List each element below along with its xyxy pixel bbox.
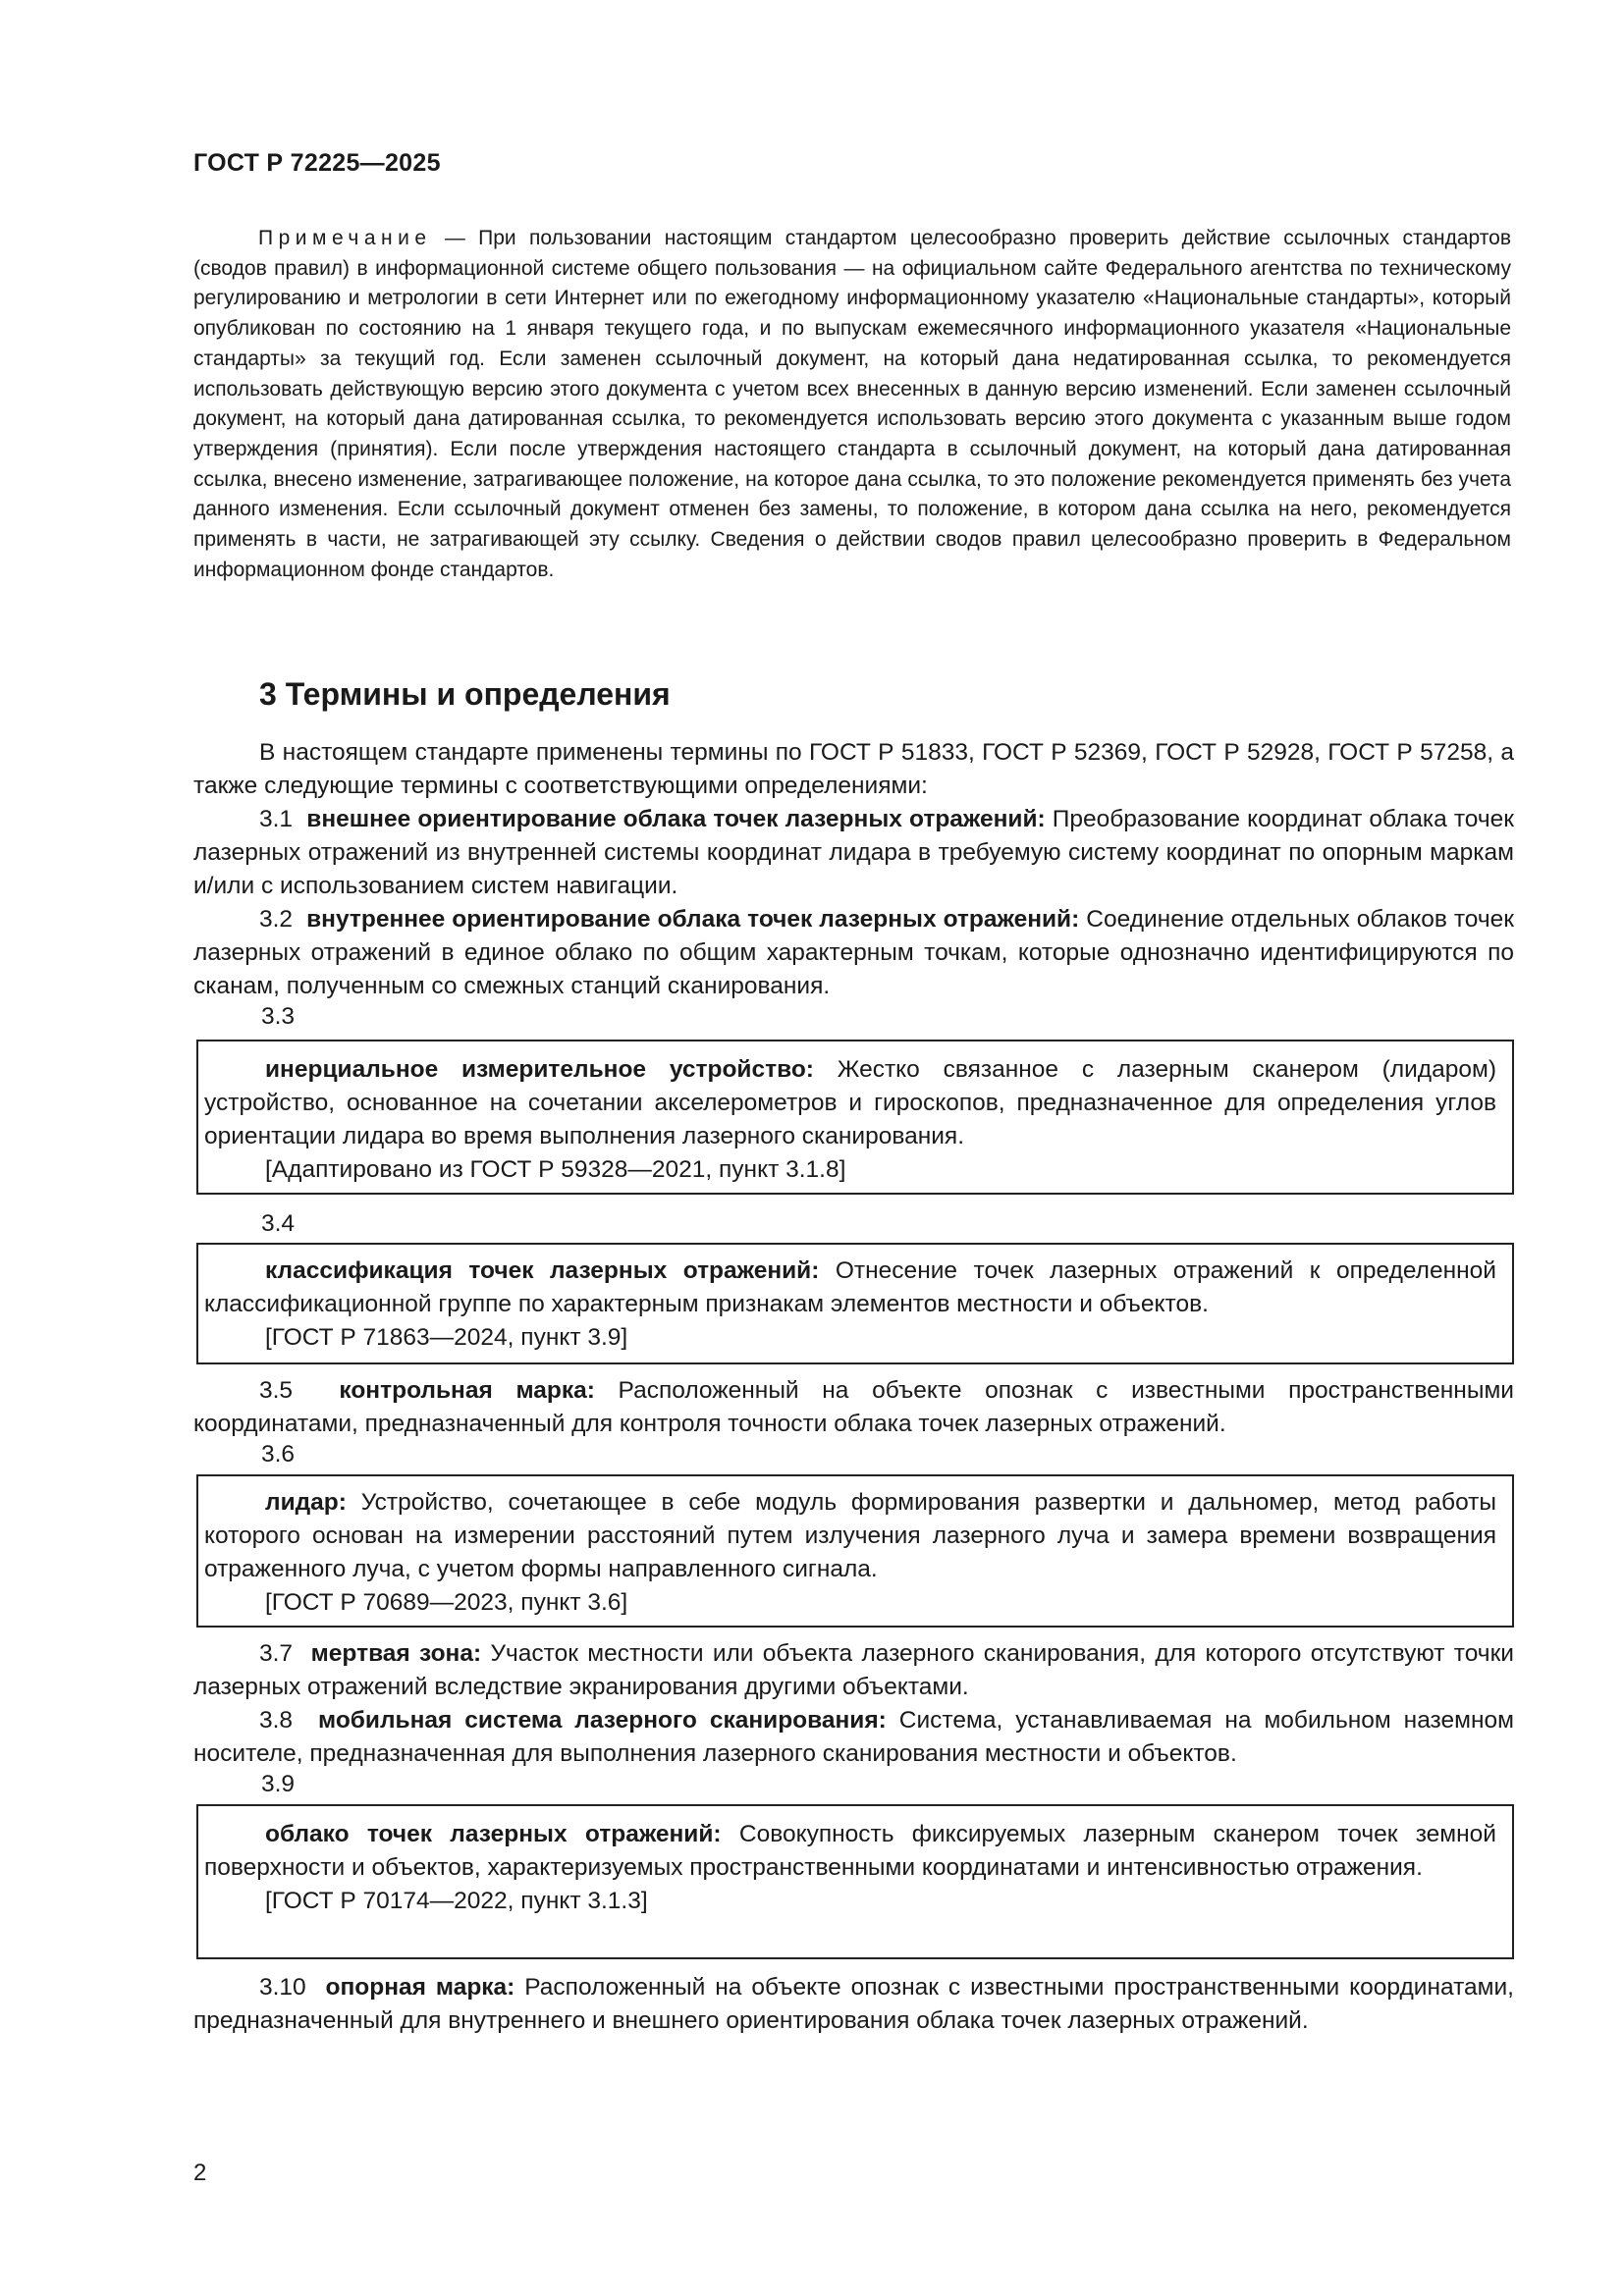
section-title: 3 Термины и определения bbox=[259, 676, 671, 712]
term-definition: Жестко связанное с лазерным сканером (лидаром) устройство, основанное на сочетании акселерометров и гироскопов, предназначенное для определения углов ориентации лидара во время выполнения лазерного сканирования. bbox=[204, 1056, 1496, 1149]
term-box-3-9 bbox=[196, 1804, 1514, 1959]
term-box-3-6 bbox=[196, 1474, 1514, 1628]
term-definition: Система, устанавливаемая на мобильном наземном носителе, предназначенная для выполнения лазерного сканирования местности и объектов. bbox=[193, 1707, 1514, 1767]
term-name: инерциальное измерительное устройство: bbox=[265, 1056, 814, 1083]
term-definition: Участок местности или объекта лазерного сканирования, для которого отсутствуют точки лазерных отражений вследствие экранирования другими объектами. bbox=[193, 1640, 1514, 1700]
term-source-ref: [Адаптировано из ГОСТ Р 59328—2021, пункт 3.1.8] bbox=[265, 1156, 846, 1183]
term-3-2 bbox=[193, 903, 1514, 1003]
term-3-1 bbox=[193, 803, 1514, 903]
reference-note bbox=[193, 224, 1511, 585]
term-name: внутреннее ориентирование облака точек лазерных отражений: bbox=[306, 906, 1080, 933]
term-3-10 bbox=[193, 1971, 1514, 2038]
term-3-3 bbox=[204, 1053, 1496, 1153]
term-number-3-3: 3.3 bbox=[261, 1003, 296, 1030]
term-name: мобильная система лазерного сканирования: bbox=[318, 1707, 887, 1734]
term-3-6 bbox=[204, 1486, 1496, 1586]
term-number-3-6: 3.6 bbox=[261, 1441, 296, 1468]
document-header: ГОСТ Р 72225—2025 bbox=[193, 149, 441, 177]
term-name: внешнее ориентирование облака точек лазерных отражений: bbox=[306, 806, 1046, 832]
term-name: контрольная марка: bbox=[339, 1377, 595, 1404]
term-number: 3.2 bbox=[259, 906, 294, 933]
term-box-3-3 bbox=[196, 1040, 1514, 1195]
term-3-7 bbox=[193, 1637, 1514, 1704]
term-3-5 bbox=[193, 1374, 1514, 1441]
term-definition: Расположенный на объекте опознак с известными пространственными координатами, предназначенный для внутреннего и внешнего ориентирования облака точек лазерных отражений. bbox=[193, 1974, 1514, 2034]
term-3-8 bbox=[193, 1704, 1514, 1771]
term-definition: Отнесение точек лазерных отражений к определенной классификационной группе по характерным признакам элементов местности и объектов. bbox=[204, 1257, 1496, 1317]
term-source-ref: [ГОСТ Р 71863—2024, пункт 3.9] bbox=[265, 1324, 628, 1351]
term-number: 3.5 bbox=[259, 1377, 294, 1404]
term-definition: Преобразование координат облака точек лазерных отражений из внутренней системы координат лидара в требуемую систему координат по опорным маркам и/или с использованием систем навигации. bbox=[193, 806, 1514, 899]
term-definition: Соединение отдельных облаков точек лазерных отражений в единое облако по общим характерным точкам, которые однозначно идентифицируются по сканам, полученным со смежных станций сканирования. bbox=[193, 906, 1514, 999]
term-number-3-9: 3.9 bbox=[261, 1771, 296, 1797]
term-name: облако точек лазерных отражений: bbox=[265, 1821, 722, 1847]
term-source-ref: [ГОСТ Р 70689—2023, пункт 3.6] bbox=[265, 1589, 628, 1616]
term-number-3-4: 3.4 bbox=[261, 1210, 296, 1237]
note-text: — При пользовании настоящим стандартом целесообразно проверить действие ссылочных стандартов (сводов правил) в информационной системе общего пользования — на официальном сайте Федерального агентства по техническому регулированию и метрологии в сети Интернет или по ежегодному информационному указателю «Национальные стандарты», который опубликован по состоянию на 1 января текущего года, и по выпускам ежемесячного информационного указателя «Национальные стандарты» за текущий год. Если заменен ссылочный документ, на который дана недатированная ссылка, то рекомендуется использовать действующую версию этого документа с учетом всех внесенных в данную версию изменений. Если заменен ссылочный документ, на который дана датированная ссылка, то рекомендуется использовать версию этого документа с указанным выше годом утверждения (принятия). Если после утверждения настоящего стандарта в ссылочный документ, на который дана датированная ссылка, внесено изменение, затрагивающее положение, на которое дана ссылка, то это положение рекомендуется применять без учета данного изменения. Если ссылочный документ отменен без замены, то положение, в котором дана ссылка на него, рекомендуется применять в части, не затрагивающей эту ссылку. Сведения о действии сводов правил целесообразно проверить в Федеральном информационном фонде стандартов. bbox=[193, 227, 1511, 581]
term-name: мертвая зона: bbox=[310, 1640, 482, 1667]
term-number: 3.8 bbox=[259, 1707, 294, 1734]
term-name: лидар: bbox=[265, 1489, 347, 1516]
term-definition: Совокупность фиксируемых лазерным сканером точек земной поверхности и объектов, характеризуемых пространственными координатами и интенсивностью отражения. bbox=[204, 1821, 1496, 1881]
term-definition: Расположенный на объекте опознак с известными пространственными координатами, предназначенный для контроля точности облака точек лазерных отражений. bbox=[193, 1377, 1514, 1437]
page-number: 2 bbox=[193, 2160, 207, 2186]
section-intro: В настоящем стандарте применены термины по ГОСТ Р 51833, ГОСТ Р 52369, ГОСТ Р 52928, ГОСТ Р 57258, а также следующие термины с соответствующими определениями: bbox=[193, 739, 1514, 799]
term-definition: Устройство, сочетающее в себе модуль формирования развертки и дальномер, метод работы которого основан на измерении расстояний путем излучения лазерного луча и замера времени возвращения отраженного луча, с учетом формы направленного сигнала. bbox=[204, 1489, 1496, 1582]
term-name: опорная марка: bbox=[325, 1974, 515, 2001]
term-3-9 bbox=[204, 1818, 1496, 1885]
term-number: 3.10 bbox=[259, 1974, 306, 2001]
note-label: Примечание bbox=[258, 227, 432, 249]
term-name: классификация точек лазерных отражений: bbox=[265, 1257, 820, 1284]
term-number: 3.1 bbox=[259, 806, 294, 832]
term-3-4 bbox=[204, 1255, 1496, 1321]
term-box-3-4 bbox=[196, 1243, 1514, 1364]
term-number: 3.7 bbox=[259, 1640, 294, 1667]
term-source-ref: [ГОСТ Р 70174—2022, пункт 3.1.3] bbox=[265, 1888, 648, 1914]
